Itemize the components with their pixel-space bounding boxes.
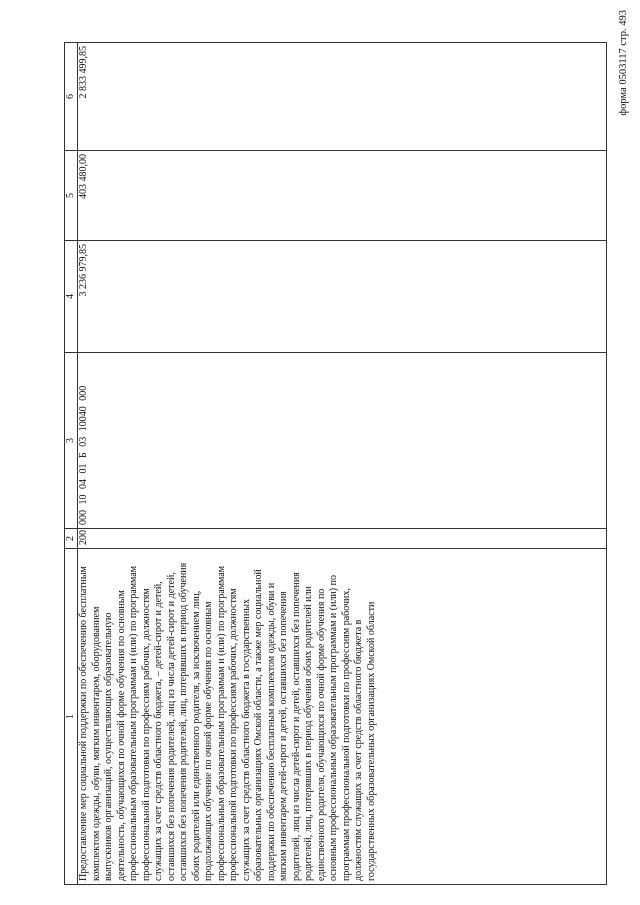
unexecuted-amount: 2 833 499,85: [78, 43, 607, 151]
column-number-5: 5: [65, 151, 78, 241]
form-label: форма 0503117 стр. 493: [618, 10, 629, 116]
column-number-3: 3: [65, 353, 78, 529]
report-table: [64, 42, 607, 885]
line-code: 200: [78, 529, 607, 549]
budget-classification-code: 000 10 04 01 Б 03 10040 000: [78, 353, 607, 529]
approved-amount: 3 236 979,85: [78, 241, 607, 353]
expense-description: Предоставление мер социальной поддержки по обеспечению бесплатным комплектом одежды, обуви, мягким инвентарем, оборудованием выпускников организаций, осуществляющих образовательную деятельность, обучающихся по очной форме обучения по основным профессиональным образовательным программам и (или) по программам профессиональной подготовки по профессиям рабочих, должностям служащих за счет средств областного бюджета, – детей-сирот и детей, оставшихся без попечения родителей, лиц из числа детей-сирот и детей, оставшихся без попечения родителей, лиц, потерявших в период обучения обоих родителей или единственного родителя, за исключением лиц, продолжающих обучение по очной форме обучения по основным профессиональным образовательным программам и (или) по программам профессиональной подготовки по профессиям рабочих, должностям служащих за счет средств областного бюджета в государственных образовательных организациях Омской области, а также мер социальной поддержки по обеспечению бесплатным комплектом одежды, обуви и мягким инвентарем детей-сирот и детей, оставшихся без попечения родителей, лиц из числа детей-сирот и детей, оставшихся без попечения родителей, лиц, потерявших в период обучения обоих родителей или единственного родителя, обучающихся по очной форме обучения по основным профессиональным образовательным программам и (или) по программам профессиональной подготовки по профессиям рабочих, должностям служащих за счет средств областного бюджета в государственных образовательных организациях Омской области: [78, 549, 607, 885]
column-number-row: [65, 43, 78, 885]
report-sheet: [64, 43, 604, 885]
column-number-2: 2: [65, 529, 78, 549]
column-number-4: 4: [65, 241, 78, 353]
executed-amount: 403 480,00: [78, 151, 607, 241]
column-number-6: 6: [65, 43, 78, 151]
table-row: [78, 43, 607, 885]
column-number-1: 1: [65, 549, 78, 885]
